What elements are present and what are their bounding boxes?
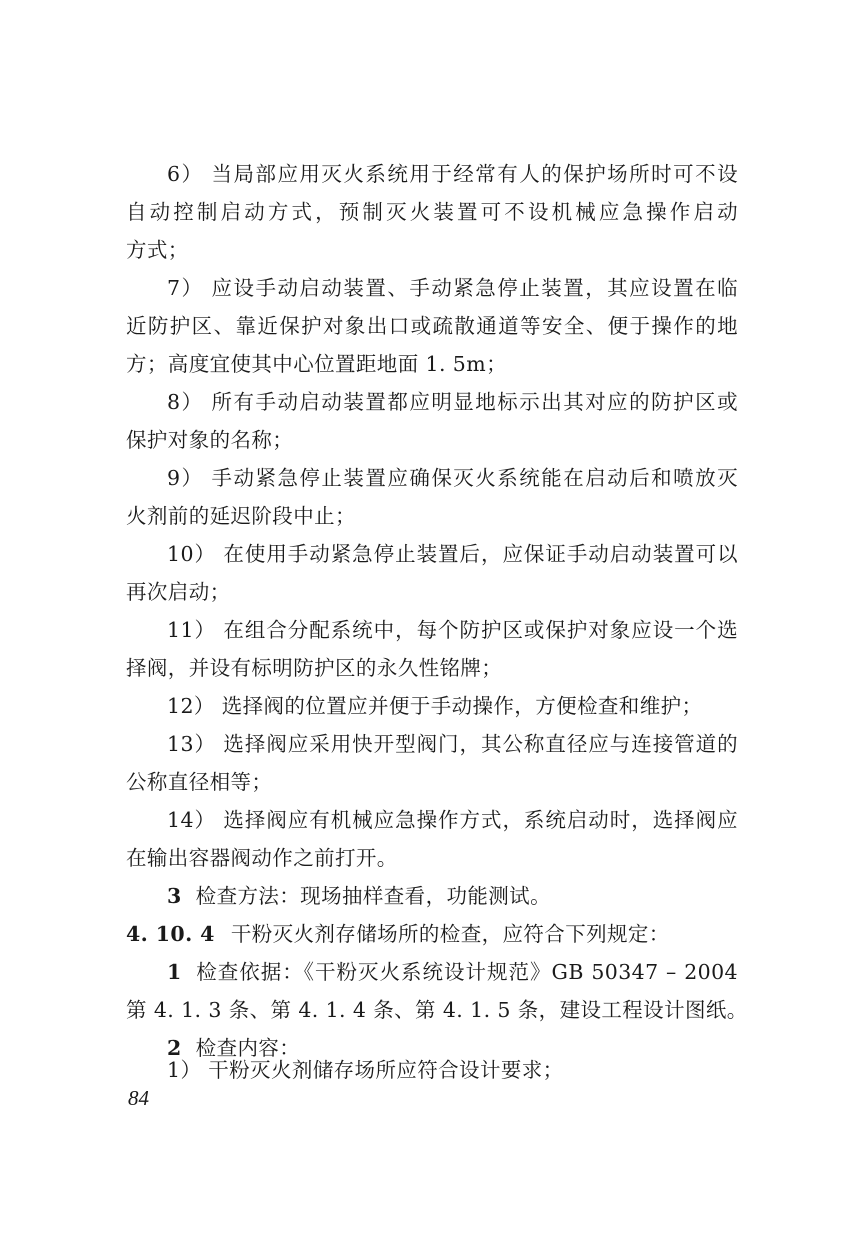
- item-13-line-2: 公称直径相等；: [126, 770, 273, 794]
- item-7-line-3: 方；高度宜使其中心位置距地面 1. 5m；: [126, 352, 507, 376]
- clause-3: [167, 884, 738, 908]
- item-10-line-2: 再次启动；: [126, 580, 231, 604]
- item-8-line-1: 8） 所有手动启动装置都应明显地标示出其对应的防护区或: [167, 390, 738, 414]
- section-text: 干粉灭火剂存储场所的检查，应符合下列规定：: [230, 922, 670, 946]
- item-14-line-2: 在输出容器阀动作之前打开。: [126, 846, 398, 870]
- item-14-line-1: 14） 选择阀应有机械应急操作方式，系统启动时，选择阀应: [167, 808, 738, 832]
- clause-1: [167, 960, 738, 984]
- item-6-line-3: 方式；: [126, 238, 189, 262]
- item-6-line-2: 自动控制启动方式，预制灭火装置可不设机械应急操作启动: [126, 200, 738, 224]
- clause-2: [167, 1036, 738, 1060]
- item-8-line-2: 保护对象的名称；: [126, 428, 294, 452]
- section-number: 4. 10. 4: [126, 922, 215, 946]
- clause-1-text: 检查依据：《干粉灭火系统设计规范》GB 50347 – 2004: [195, 960, 738, 984]
- clause-1-continuation: 第 4. 1. 3 条、第 4. 1. 4 条、第 4. 1. 5 条，建设工程设计图纸。: [126, 998, 748, 1022]
- clause-2-number: 2: [167, 1036, 182, 1060]
- clause-2-text: 检查内容：: [195, 1036, 301, 1060]
- item-12-line-1: 12） 选择阀的位置应并便于手动操作，方便检查和维护；: [167, 694, 703, 718]
- item-1-line: 1） 干粉灭火剂储存场所应符合设计要求；: [167, 1058, 564, 1082]
- clause-3-number: 3: [167, 884, 182, 908]
- clause-3-text: 检查方法：现场抽样查看，功能测试。: [195, 884, 551, 908]
- item-13-line-1: 13） 选择阀应采用快开型阀门，其公称直径应与连接管道的: [167, 732, 738, 756]
- item-10-line-1: 10） 在使用手动紧急停止装置后，应保证手动启动装置可以: [167, 542, 738, 566]
- item-9-line-1: 9） 手动紧急停止装置应确保灭火系统能在启动后和喷放灭: [167, 466, 738, 490]
- item-7-line-2: 近防护区、靠近保护对象出口或疏散通道等安全、便于操作的地: [126, 314, 738, 338]
- page-number: 84: [128, 1086, 149, 1110]
- clause-1-number: 1: [167, 960, 182, 984]
- section-heading: [126, 922, 738, 946]
- item-6-line-1: 6） 当局部应用灭火系统用于经常有人的保护场所时可不设: [167, 162, 738, 186]
- item-11-line-2: 择阀，并设有标明防护区的永久性铭牌；: [126, 656, 503, 680]
- item-11-line-1: 11） 在组合分配系统中，每个防护区或保护对象应设一个选: [167, 618, 738, 642]
- item-7-line-1: 7） 应设手动启动装置、手动紧急停止装置，其应设置在临: [167, 276, 738, 300]
- item-9-line-2: 火剂前的延迟阶段中止；: [126, 504, 356, 528]
